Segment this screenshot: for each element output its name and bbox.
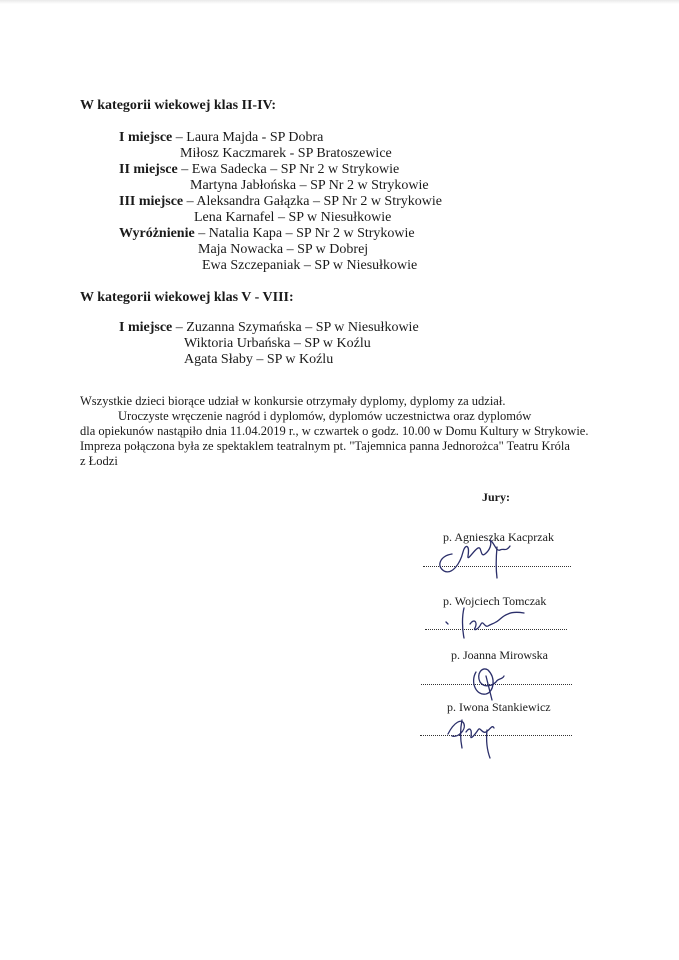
- jury-member-name: p. Agnieszka Kacprzak: [443, 530, 554, 544]
- signature-stankiewicz: [440, 708, 510, 760]
- winner-line: Wyróżnienie – Natalia Kapa – SP Nr 2 w Strykowie: [119, 226, 415, 241]
- winner-line: Maja Nowacka – SP w Dobrej: [198, 242, 369, 257]
- winner-line: Ewa Szczepaniak – SP w Niesułkowie: [202, 258, 418, 273]
- section-heading-v-viii: W kategorii wiekowej klas V - VIII:: [80, 290, 294, 305]
- winner-line: II miejsce – Ewa Sadecka – SP Nr 2 w Strykowie: [119, 162, 400, 177]
- winner-line: Lena Karnafel – SP w Niesułkowie: [194, 210, 392, 225]
- winner-line: I miejsce – Laura Majda - SP Dobra: [119, 130, 324, 145]
- jury-member-name: p. Iwona Stankiewicz: [447, 700, 551, 714]
- page-top-edge: [0, 0, 679, 4]
- jury-member-name: p. Joanna Mirowska: [451, 648, 548, 662]
- winner-line: III miejsce – Aleksandra Gałązka – SP Nr 2 w Strykowie: [119, 194, 442, 209]
- winner-line: Martyna Jabłońska – SP Nr 2 w Strykowie: [190, 178, 429, 193]
- winner-line: Miłosz Kaczmarek - SP Bratoszewice: [180, 146, 392, 161]
- paragraph-line: Uroczyste wręczenie nagród i dyplomów, dyplomów uczestnictwa oraz dyplomów: [118, 409, 532, 423]
- winner-line: I miejsce – Zuzanna Szymańska – SP w Niesułkowie: [119, 320, 419, 335]
- signature-kacprzak: [430, 530, 530, 582]
- winner-line: Wiktoria Urbańska – SP w Koźlu: [184, 336, 371, 351]
- paragraph-line: z Łodzi: [80, 454, 118, 468]
- paragraph-line: Impreza połączona była ze spektaklem teatralnym pt. "Tajemnica panna Jednorożca" Teatru Króla: [80, 439, 570, 453]
- paragraph-line: dla opiekunów nastąpiło dnia 11.04.2019 r., w czwartek o godz. 10.00 w Domu Kultury w Strykowie.: [80, 424, 589, 438]
- signature-mirowska: [466, 656, 516, 704]
- winner-line: Agata Słaby – SP w Koźlu: [184, 352, 334, 367]
- jury-member-name: p. Wojciech Tomczak: [443, 594, 547, 608]
- paragraph-line: Wszystkie dzieci biorące udział w konkursie otrzymały dyplomy, dyplomy za udział.: [80, 394, 506, 408]
- section-heading-ii-iv: W kategorii wiekowej klas II-IV:: [80, 98, 277, 113]
- jury-title: Jury:: [482, 490, 510, 504]
- signature-tomczak: [440, 598, 530, 642]
